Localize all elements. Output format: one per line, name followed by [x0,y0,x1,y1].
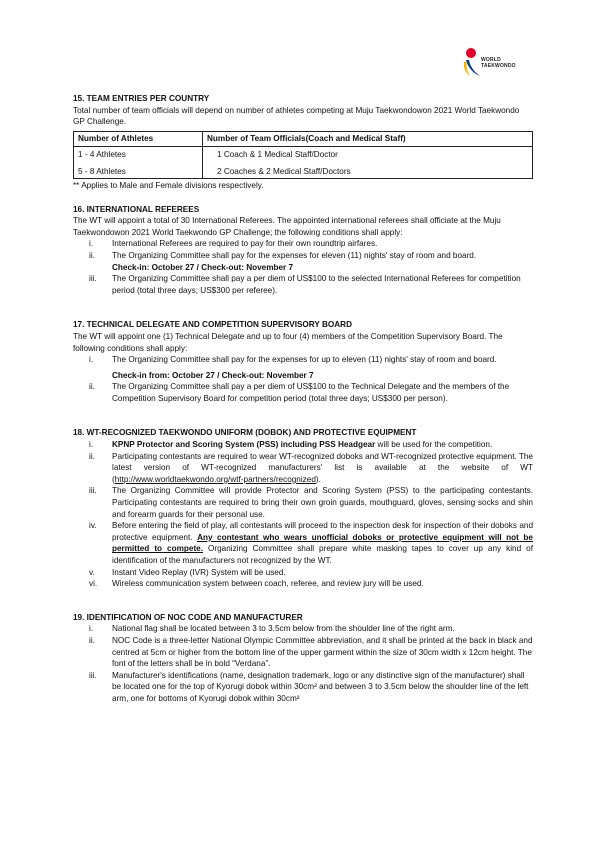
section-16-list [73,238,533,296]
list-item: iv. Before entering the field of play, all contestants will proceed to the inspection desk for inspection of their doboks and protective equipment. Any contestant who wears unofficial doboks or protective equipment will not be permitted to compete. Organizing Committee shall prepare white masking tapes to cover up any kind of identification of the manufacturers not recognized by the WT. [89,521,533,565]
logo-line-2: TAEKWONDO [481,63,516,69]
wt-recognized-link[interactable]: http://www.worldtaekwondo.org/wtf-partners/recognized [114,474,316,484]
list-item: ii. The Organizing Committee shall pay a per diem of US$100 to the Technical Delegate and the members of the Competition Supervisory Board for competition period (total three days; US$300 per person). [89,382,510,403]
logo-line-1: WORLD [481,57,501,63]
list-item: ii. NOC Code is a three-letter National Olympic Committee abbreviation, and it shall be printed at the back in black and centred at 5cm or higher from the bottom line of the upper garment within the size of 30cm width x 12cm height. The font of the letters shall be in bold “Verdana”. [89,635,533,669]
table-cell: 1 Coach & 1 Medical Staff/Doctor [217,149,338,159]
section-17-title: 17. TECHNICAL DELEGATE AND COMPETITION SUPERVISORY BOARD [73,320,353,330]
list-item: ii. The Organizing Committee shall pay for the expenses for eleven (11) nights' stay of room and board. Check-in: October 27 / Check-out: November 7 [89,250,477,272]
table-cell: 5 - 8 Athletes [78,167,126,177]
check-in-dates: Check-in: October 27 / Check-out: November 7 [112,262,294,272]
section-17-list [73,354,533,404]
table-header-cell: Number of Team Officials(Coach and Medical Staff) [203,131,533,146]
list-item: i. International Referees are required to pay for their own roundtrip airfares. [89,239,378,249]
table-cell: 1 - 4 Athletes [78,149,126,159]
list-item: i. KPNP Protector and Scoring System (PSS) including PSS Headgear will be used for the competition. [89,440,493,450]
section-16-intro: The WT will appoint a total of 30 International Referees. The appointed international referees shall officiate at the Muju Taekwondowon 2021 World Taekwondo GP Challenge; the following conditions shall apply: [73,216,501,237]
world-taekwondo-logo [458,44,528,80]
list-item: v. Instant Video Replay (IVR) System will be used. [89,567,286,577]
list-item: i. The Organizing Committee shall pay for the expenses for up to eleven (11) nights' stay of room and board. Check-in from: October 27 / Check-out: November 7 [89,355,497,380]
list-item: iii. Manufacturer's identifications (name, designation trademark, logo or any distinctive sign of the manufacturer) shall be located one for the top of Kyorugi dobok within 30cm² and between 3 to 3.5cm below the shoulder line of the left arm, one for bottoms of Kyorugi dobok within 30cm² [89,670,529,703]
section-15-intro: Total number of team officials will depend on number of athletes competing at Muju Taekwondowon 2021 World Taekwondo GP Challenge. [73,105,520,127]
list-item: vi. Wireless communication system between coach, referee, and review jury will be used. [89,579,424,589]
document-body [73,93,533,705]
warning-text: Any contestant who wears unofficial doboks or protective equipment will not be permitted to compete. [112,532,533,554]
table-cell: 2 Coaches & 2 Medical Staff/Doctors [217,167,351,177]
team-officials-table [73,131,533,179]
section-15-note: ** Applies to Male and Female divisions respectively. [73,180,264,190]
section-19-list [73,623,533,704]
list-item: iii. The Organizing Committee shall pay a per diem of US$100 to the selected International Referees for competition period (total three days; US$300 per referee). [89,274,521,295]
list-item: ii. Participating contestants are required to wear WT-recognized doboks and WT-recognized protective equipment. The latest version of WT-recognized manufacturers' list is available at the website of WT (http://www.worldtaekwondo.org/wtf-partners/recognized). [89,451,533,484]
list-item: i. National flag shall be located between 3 to 3.5cm below from the shoulder line of the right arm. [89,624,455,634]
table-header-row [74,131,533,146]
section-15-title: 15. TEAM ENTRIES PER COUNTRY [73,94,210,103]
table-header-cell: Number of Athletes [74,131,203,146]
table-row [74,146,533,178]
section-18-list [73,439,533,590]
section-17-intro: The WT will appoint one (1) Technical Delegate and up to four (4) members of the Competition Supervisory Board. The following conditions shall apply: [73,331,503,353]
section-16-title: 16. INTERNATIONAL REFEREES [73,204,200,214]
section-19-title: 19. IDENTIFICATION OF NOC CODE AND MANUFACTURER [73,612,303,622]
section-18-title: 18. WT-RECOGNIZED TAEKWONDO UNIFORM (DOBOK) AND PROTECTIVE EQUIPMENT [73,428,417,438]
list-item: iii. The Organizing Committee will provide Protector and Scoring System (PSS) to the participating contestants. Participating contestants are required to bring their own groin guards, mouthguard, gloves, sensing socks and shin and forearm guards for their personal use. [89,486,533,519]
check-in-dates: Check-in from: October 27 / Check-out: November 7 [112,370,314,380]
